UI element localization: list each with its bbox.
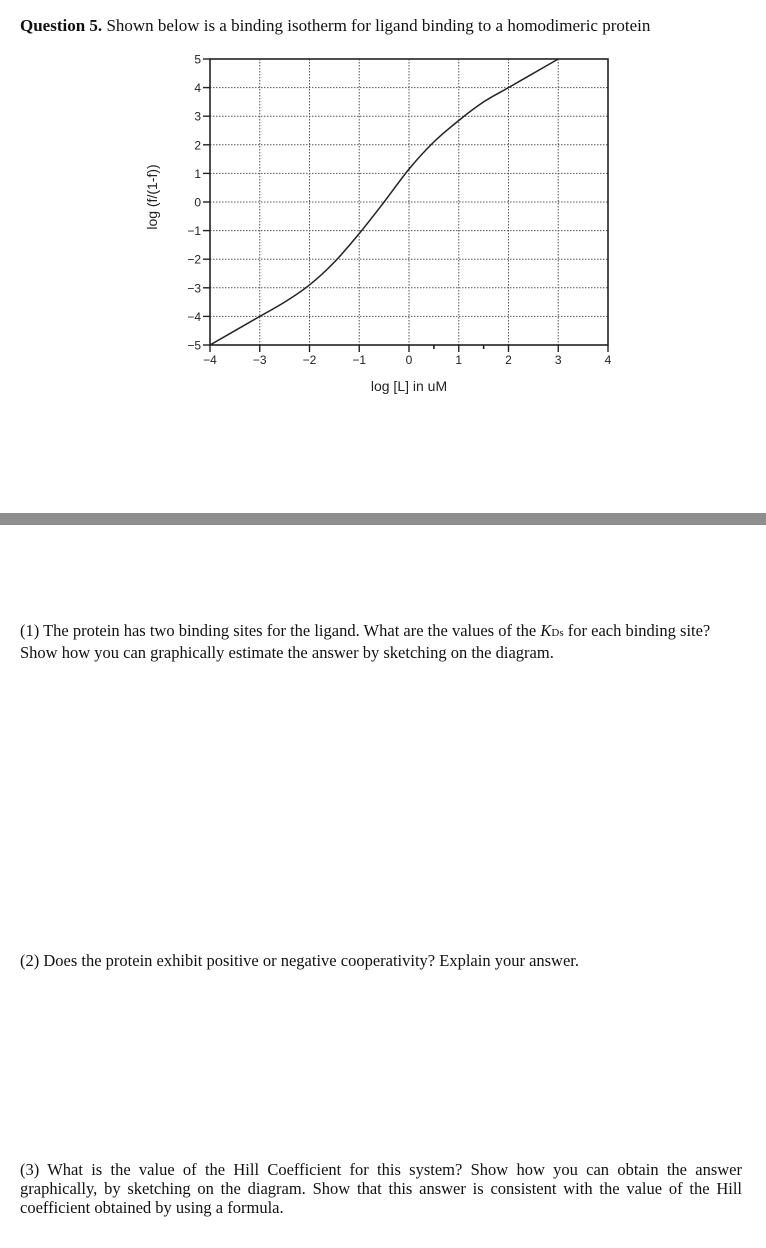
- kd-symbol: K: [540, 621, 552, 640]
- section-divider: [0, 513, 766, 525]
- x-tick-label: 1: [455, 353, 463, 367]
- x-axis: [203, 345, 612, 367]
- y-tick-label: 4: [194, 81, 201, 96]
- x-tick-label: −1: [352, 353, 367, 367]
- y-axis-label: log (f/(1-f)): [144, 164, 160, 230]
- x-tick-label: −4: [203, 353, 217, 367]
- question-1: [20, 621, 742, 662]
- q1-text-end: for each binding site? Show how you can graphically estimate the answer by sketching on the diagram.: [20, 621, 711, 662]
- y-tick-label: −2: [187, 252, 201, 267]
- chart-grid: [210, 59, 608, 345]
- x-tick-label: 4: [604, 353, 612, 367]
- question-text: Shown below is a binding isotherm for ligand binding to a homodimeric protein: [106, 16, 651, 35]
- y-tick-label: 3: [194, 109, 201, 124]
- question-2: (2) Does the protein exhibit positive or negative cooperativity? Explain your answer.: [20, 951, 580, 970]
- kd-plural: s: [559, 627, 564, 639]
- kd-subscript: D: [551, 627, 560, 639]
- x-tick-label: 0: [405, 353, 413, 367]
- x-tick-label: −2: [302, 353, 317, 367]
- y-tick-label: 2: [194, 138, 201, 153]
- question-heading: [20, 16, 650, 36]
- y-tick-label: −5: [187, 338, 201, 353]
- y-tick-label: −3: [187, 281, 201, 296]
- y-tick-label: 5: [194, 52, 201, 67]
- y-tick-label: −1: [187, 224, 201, 239]
- x-tick-label: 2: [505, 353, 512, 367]
- binding-isotherm-chart: [130, 45, 630, 405]
- y-axis: [187, 53, 210, 353]
- y-tick-label: 0: [194, 195, 201, 210]
- x-tick-label: −3: [252, 353, 267, 367]
- y-tick-label: −4: [187, 309, 201, 324]
- x-axis-label: log [L] in uM: [370, 378, 448, 394]
- q1-text-start: (1) The protein has two binding sites for the ligand. What are the values of the: [20, 621, 541, 640]
- y-tick-label: 1: [194, 166, 201, 181]
- question-3: (3) What is the value of the Hill Coefficient for this system? Show how you can obtain the answer graphically, by sketching on the diagram. Show that this answer is consistent with the value of the Hill coefficient obtained by using a formula.: [20, 1160, 742, 1217]
- x-tick-label: 3: [554, 353, 562, 367]
- question-label: Question 5.: [20, 16, 103, 35]
